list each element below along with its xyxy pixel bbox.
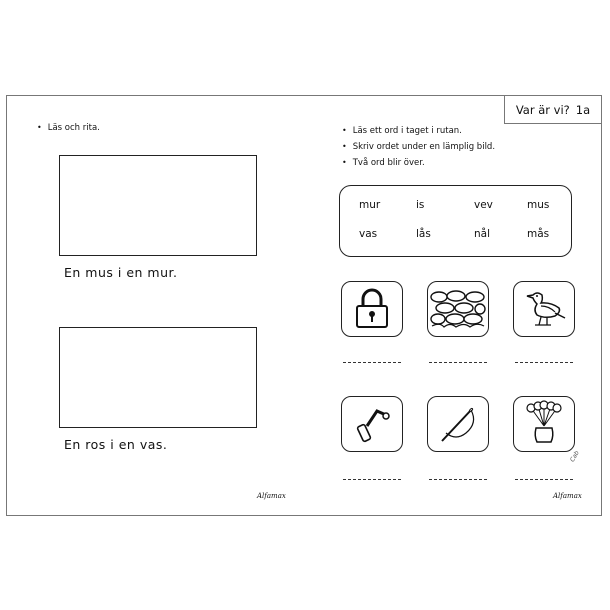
bullet-dot: • bbox=[37, 123, 42, 132]
answer-line[interactable] bbox=[343, 362, 401, 363]
answer-line[interactable] bbox=[429, 479, 487, 480]
word-item: mur bbox=[359, 199, 381, 211]
word-item: mås bbox=[527, 228, 550, 240]
padlock-icon bbox=[352, 288, 392, 330]
word-item: is bbox=[416, 199, 425, 211]
right-instruction-1 bbox=[342, 126, 462, 136]
bullet-dot: • bbox=[342, 126, 347, 135]
word-item: vas bbox=[359, 228, 378, 240]
answer-line[interactable] bbox=[515, 362, 573, 363]
picture-card bbox=[513, 396, 575, 452]
worksheet bbox=[6, 95, 602, 516]
left-instruction bbox=[37, 123, 100, 133]
instruction-text: Läs ett ord i taget i rutan. bbox=[352, 126, 462, 136]
title-box bbox=[504, 96, 601, 124]
answer-line[interactable] bbox=[343, 479, 401, 480]
seagull-icon bbox=[521, 288, 567, 330]
instruction-text: Skriv ordet under en lämplig bild. bbox=[352, 142, 496, 152]
answer-line[interactable] bbox=[515, 479, 573, 480]
brand-left: Alfamax bbox=[257, 492, 286, 500]
instruction-text: Två ord blir över. bbox=[352, 158, 425, 168]
sentence-1: En mus i en mur. bbox=[64, 265, 178, 280]
right-instruction-2 bbox=[342, 142, 495, 152]
picture-card bbox=[427, 281, 489, 337]
answer-line[interactable] bbox=[429, 362, 487, 363]
picture-card bbox=[341, 396, 403, 452]
signature: Cab bbox=[568, 449, 581, 464]
instruction-text: Läs och rita. bbox=[47, 123, 100, 133]
brand-right: Alfamax bbox=[553, 492, 582, 500]
drawing-box-2[interactable] bbox=[59, 327, 257, 428]
sentence-2: En ros i en vas. bbox=[64, 437, 168, 452]
page-title: Var är vi? bbox=[515, 102, 570, 117]
vase-flowers-icon bbox=[521, 400, 567, 448]
picture-card bbox=[513, 281, 575, 337]
crank-icon bbox=[352, 403, 392, 445]
word-item: mus bbox=[527, 199, 550, 211]
word-item: lås bbox=[416, 228, 431, 240]
drawing-box-1[interactable] bbox=[59, 155, 257, 256]
picture-card bbox=[341, 281, 403, 337]
word-box bbox=[339, 185, 572, 257]
bullet-dot: • bbox=[342, 158, 347, 167]
page-number: 1a bbox=[575, 102, 591, 117]
bullet-dot: • bbox=[342, 142, 347, 151]
needle-thread-icon bbox=[436, 403, 480, 445]
picture-card bbox=[427, 396, 489, 452]
word-item: vev bbox=[474, 199, 493, 211]
stone-wall-icon bbox=[430, 288, 486, 330]
right-instruction-3 bbox=[342, 158, 425, 168]
word-item: nål bbox=[474, 228, 491, 240]
